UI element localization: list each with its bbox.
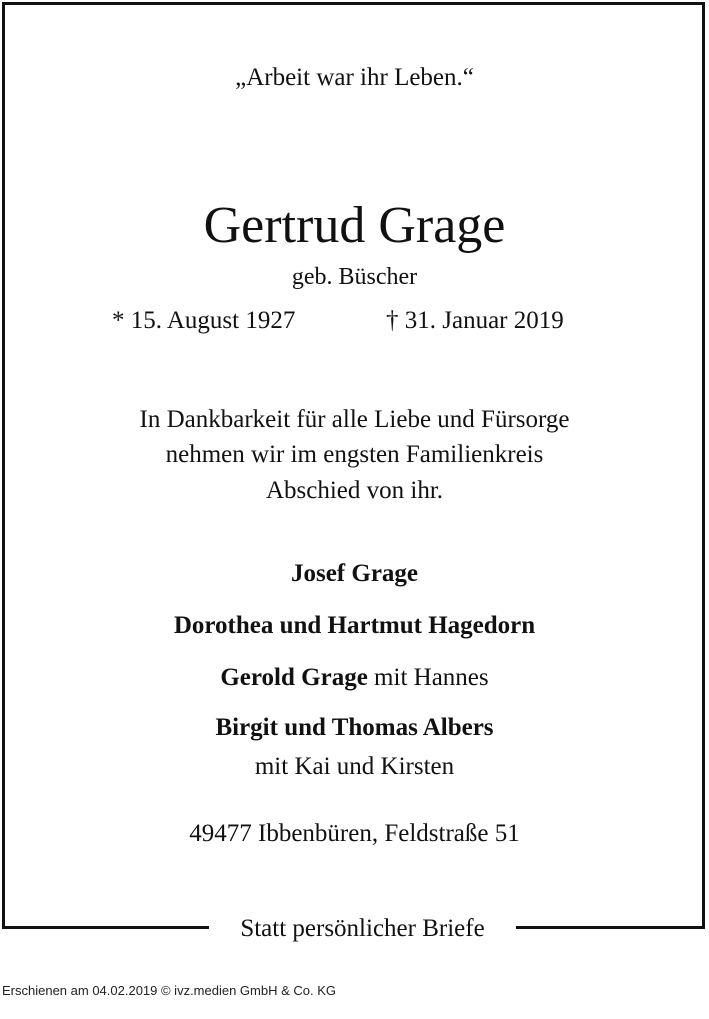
address: 49477 Ibbenbüren, Feldstraße 51: [189, 820, 520, 847]
publication-credit: Erschienen am 04.02.2019 © ivz.medien GmbH & Co. KG: [2, 983, 337, 998]
bottom-rule-right: [516, 926, 705, 929]
mourner-4: [0, 712, 709, 744]
text-line-3: Abschied von ihr.: [265, 477, 444, 504]
birth-date: * 15. August 1927: [112, 307, 296, 334]
mourner-2: [0, 610, 709, 642]
mourner-3-name: Gerold Grage: [220, 664, 368, 691]
mourner-1: [0, 558, 709, 590]
maiden-name: geb. Büscher: [291, 264, 418, 290]
death-date: † 31. Januar 2019: [386, 307, 564, 334]
mourner-1-name: Josef Grage: [290, 560, 419, 587]
footer-caption: Statt persönlicher Briefe: [240, 915, 485, 942]
mourner-3-suffix: mit Hannes: [367, 664, 489, 691]
mourner-3: [0, 662, 709, 694]
bottom-rule-left: [2, 926, 209, 929]
mourner-4-subline: mit Kai und Kirsten: [254, 753, 455, 780]
quote: „Arbeit war ihr Leben.“: [235, 64, 474, 91]
mourner-4-name: Birgit und Thomas Albers: [215, 714, 494, 741]
mourner-2-name: Dorothea und Hartmut Hagedorn: [173, 612, 536, 639]
text-line-1: In Dankbarkeit für alle Liebe und Fürsorge: [139, 406, 570, 433]
text-line-2: nehmen wir im engsten Familienkreis: [165, 441, 544, 468]
deceased-name: Gertrud Grage: [203, 197, 506, 254]
